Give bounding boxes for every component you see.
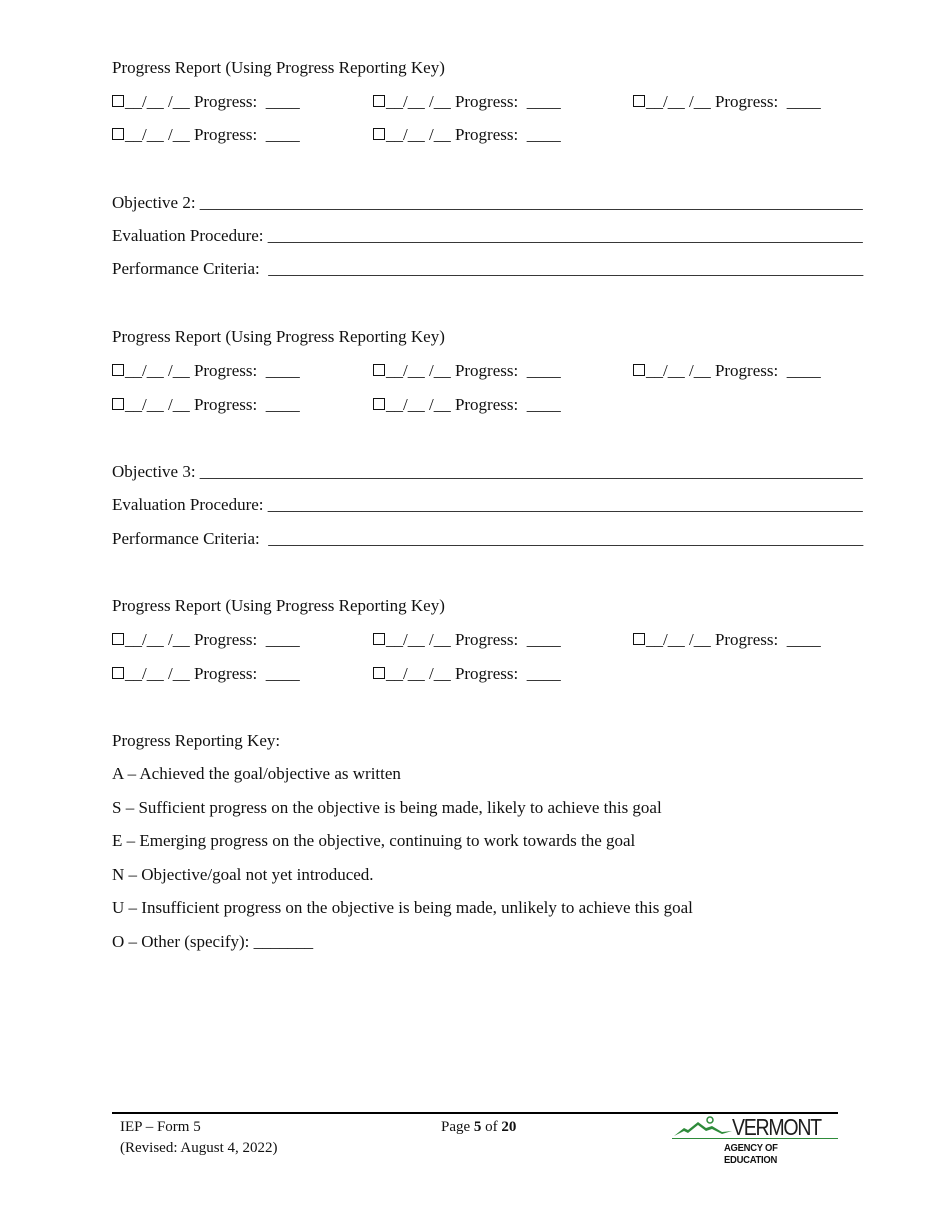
progress-entry[interactable]: __/__ /__ Progress: ____ <box>373 361 561 381</box>
vermont-agency-logo <box>672 1114 838 1166</box>
logo-subtitle: AGENCY OF EDUCATION <box>724 1142 778 1166</box>
progress-entry[interactable]: __/__ /__ Progress: ____ <box>373 630 561 650</box>
progress-entry[interactable]: __/__ /__ Progress: ____ <box>112 125 300 145</box>
key-item-achieved: A – Achieved the goal/objective as written <box>112 764 401 783</box>
progress-entry[interactable]: __/__ /__ Progress: ____ <box>373 125 561 145</box>
evaluation-procedure-line[interactable]: Evaluation Procedure: ______________________________________________________________________ <box>112 226 863 245</box>
progress-report-header-1: Progress Report (Using Progress Reporting Key) <box>112 58 445 77</box>
checkbox[interactable] <box>373 667 385 679</box>
progress-entry[interactable]: __/__ /__ Progress: ____ <box>112 630 300 650</box>
key-item-insufficient: U – Insufficient progress on the objective is being made, unlikely to achieve this goal <box>112 898 693 917</box>
progress-entry[interactable]: __/__ /__ Progress: ____ <box>373 395 561 415</box>
evaluation-procedure-line[interactable]: Evaluation Procedure: ______________________________________________________________________ <box>112 495 863 514</box>
key-item-sufficient: S – Sufficient progress on the objective is being made, likely to achieve this goal <box>112 798 662 817</box>
progress-entry[interactable]: __/__ /__ Progress: ____ <box>633 92 821 112</box>
checkbox[interactable] <box>112 364 124 376</box>
progress-entry[interactable]: __/__ /__ Progress: ____ <box>112 361 300 381</box>
checkbox[interactable] <box>373 128 385 140</box>
progress-report-header-3: Progress Report (Using Progress Reporting Key) <box>112 596 445 615</box>
footer-page-number: Page 5 of 20 <box>441 1119 517 1135</box>
footer-revised-date: (Revised: August 4, 2022) <box>120 1140 278 1156</box>
checkbox[interactable] <box>112 95 124 107</box>
progress-entry[interactable]: __/__ /__ Progress: ____ <box>373 92 561 112</box>
checkbox[interactable] <box>373 398 385 410</box>
logo-wordmark: VERMONT <box>732 1114 821 1140</box>
progress-entry[interactable]: __/__ /__ Progress: ____ <box>112 395 300 415</box>
objective-2-line[interactable]: Objective 2: ______________________________________________________________________________ <box>112 193 863 212</box>
progress-entry[interactable]: __/__ /__ Progress: ____ <box>633 630 821 650</box>
checkbox[interactable] <box>373 364 385 376</box>
progress-entry[interactable]: __/__ /__ Progress: ____ <box>373 664 561 684</box>
progress-entry[interactable]: __/__ /__ Progress: ____ <box>112 664 300 684</box>
checkbox[interactable] <box>112 398 124 410</box>
checkbox[interactable] <box>633 95 645 107</box>
progress-report-header-2: Progress Report (Using Progress Reporting Key) <box>112 327 445 346</box>
checkbox[interactable] <box>373 95 385 107</box>
progress-entry[interactable]: __/__ /__ Progress: ____ <box>633 361 821 381</box>
key-item-emerging: E – Emerging progress on the objective, continuing to work towards the goal <box>112 831 636 850</box>
progress-key-title: Progress Reporting Key: <box>112 731 281 750</box>
checkbox[interactable] <box>112 633 124 645</box>
checkbox[interactable] <box>633 364 645 376</box>
performance-criteria-line[interactable]: Performance Criteria: ______________________________________________________________________ <box>112 529 864 548</box>
mountain-icon <box>672 1114 736 1144</box>
checkbox[interactable] <box>373 633 385 645</box>
objective-3-line[interactable]: Objective 3: ______________________________________________________________________________ <box>112 462 863 481</box>
key-item-not-introduced: N – Objective/goal not yet introduced. <box>112 865 374 884</box>
checkbox[interactable] <box>112 128 124 140</box>
footer-form-label: IEP – Form 5 <box>120 1119 201 1135</box>
progress-entry[interactable]: __/__ /__ Progress: ____ <box>112 92 300 112</box>
performance-criteria-line[interactable]: Performance Criteria: ______________________________________________________________________ <box>112 259 864 278</box>
checkbox[interactable] <box>633 633 645 645</box>
checkbox[interactable] <box>112 667 124 679</box>
key-item-other[interactable]: O – Other (specify): _______ <box>112 932 314 951</box>
